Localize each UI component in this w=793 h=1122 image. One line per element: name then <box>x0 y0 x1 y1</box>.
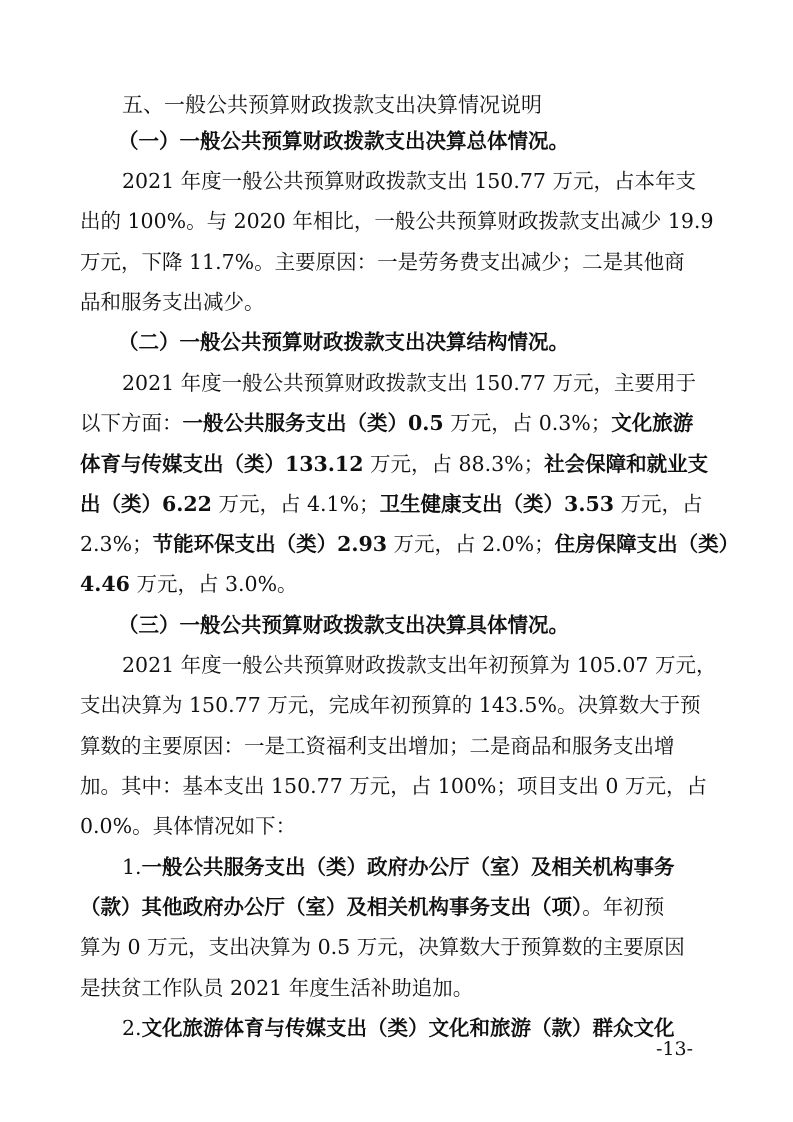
text: 万元，占 <box>614 492 703 516</box>
section-title: 五、一般公共预算财政拨款支出决算情况说明 <box>122 93 542 117</box>
para-structure-line-6 <box>80 571 793 597</box>
bold-text: 一般公共服务支出（类）政府办公厅（室）及相关机构事务 <box>141 855 675 879</box>
para-structure-line-3 <box>80 451 793 477</box>
bold-text: 体育与传媒支出（类）133.12 <box>80 452 364 476</box>
para-structure-line-4 <box>80 491 793 517</box>
heading-detail: （三）一般公共预算财政拨款支出决算具体情况。 <box>118 613 569 637</box>
page-number: -13- <box>656 1038 694 1060</box>
para-structure-line-5 <box>80 531 793 557</box>
item-number: 2. <box>122 1016 142 1040</box>
bold-text: 文化旅游体育与传媒支出（类）文化和旅游（款）群众文化 <box>141 1016 675 1040</box>
item-number: 1. <box>122 855 142 879</box>
para-detail-line-4: 加。其中：基本支出 150.77 万元，占 100%；项目支出 0 万元，占 <box>80 774 707 798</box>
para-overall-line-3: 万元，下降 11.7%。主要原因：一是劳务费支出减少；二是其他商 <box>80 250 685 274</box>
para-structure-line-2 <box>80 410 793 436</box>
bold-text: 社会保障和就业支 <box>544 452 709 476</box>
text: 万元，占 2.0%； <box>387 532 555 556</box>
para-detail-line-5: 0.0%。具体情况如下： <box>80 814 297 838</box>
bold-text: 出（类）6.22 <box>80 492 212 516</box>
bold-text: （款）其他政府办公厅（室）及相关机构事务支出（项） <box>80 895 583 919</box>
text: 万元，占 4.1%； <box>211 492 380 516</box>
para-detail-line-2: 支出决算为 150.77 万元，完成年初预算的 143.5%。决算数大于预 <box>80 693 701 717</box>
bold-text: 一般公共服务支出（类）0.5 <box>182 411 444 435</box>
item-1-line-3: 算为 0 万元，支出决算为 0.5 万元，决算数大于预算数的主要原因 <box>80 935 685 959</box>
para-overall-line-4: 品和服务支出减少。 <box>80 290 265 314</box>
text: 万元，占 0.3%； <box>443 411 612 435</box>
para-overall-line-2: 出的 100%。与 2020 年相比，一般公共预算财政拨款支出减少 19.9 <box>80 209 714 233</box>
para-overall-line-1: 2021 年度一般公共预算财政拨款支出 150.77 万元，占本年支 <box>122 169 696 193</box>
bold-text: 住房保障支出（类） <box>554 532 740 556</box>
bold-text: 卫生健康支出（类）3.53 <box>379 492 614 516</box>
text: 以下方面： <box>80 411 183 435</box>
text: 2.3%； <box>80 532 153 556</box>
bold-text: 文化旅游 <box>611 411 694 435</box>
item-1-line-2 <box>80 894 793 920</box>
para-detail-line-3: 算数的主要原因：一是工资福利支出增加；二是商品和服务支出增 <box>80 734 675 758</box>
item-1-line-1 <box>122 854 793 880</box>
para-structure-line-1: 2021 年度一般公共预算财政拨款支出 150.77 万元，主要用于 <box>122 371 696 395</box>
text: 万元，占 88.3%； <box>363 452 545 476</box>
item-1-line-4: 是扶贫工作队员 2021 年度生活补助追加。 <box>80 976 474 1000</box>
text: 万元，占 3.0%。 <box>129 572 298 596</box>
bold-text: 4.46 <box>80 572 130 596</box>
heading-structure: （二）一般公共预算财政拨款支出决算结构情况。 <box>118 330 569 354</box>
bold-text: 节能环保支出（类）2.93 <box>152 532 388 556</box>
heading-overall: （一）一般公共预算财政拨款支出决算总体情况。 <box>118 129 569 153</box>
para-detail-line-1: 2021 年度一般公共预算财政拨款支出年初预算为 105.07 万元， <box>122 653 717 677</box>
text: 。年初预 <box>582 895 665 919</box>
